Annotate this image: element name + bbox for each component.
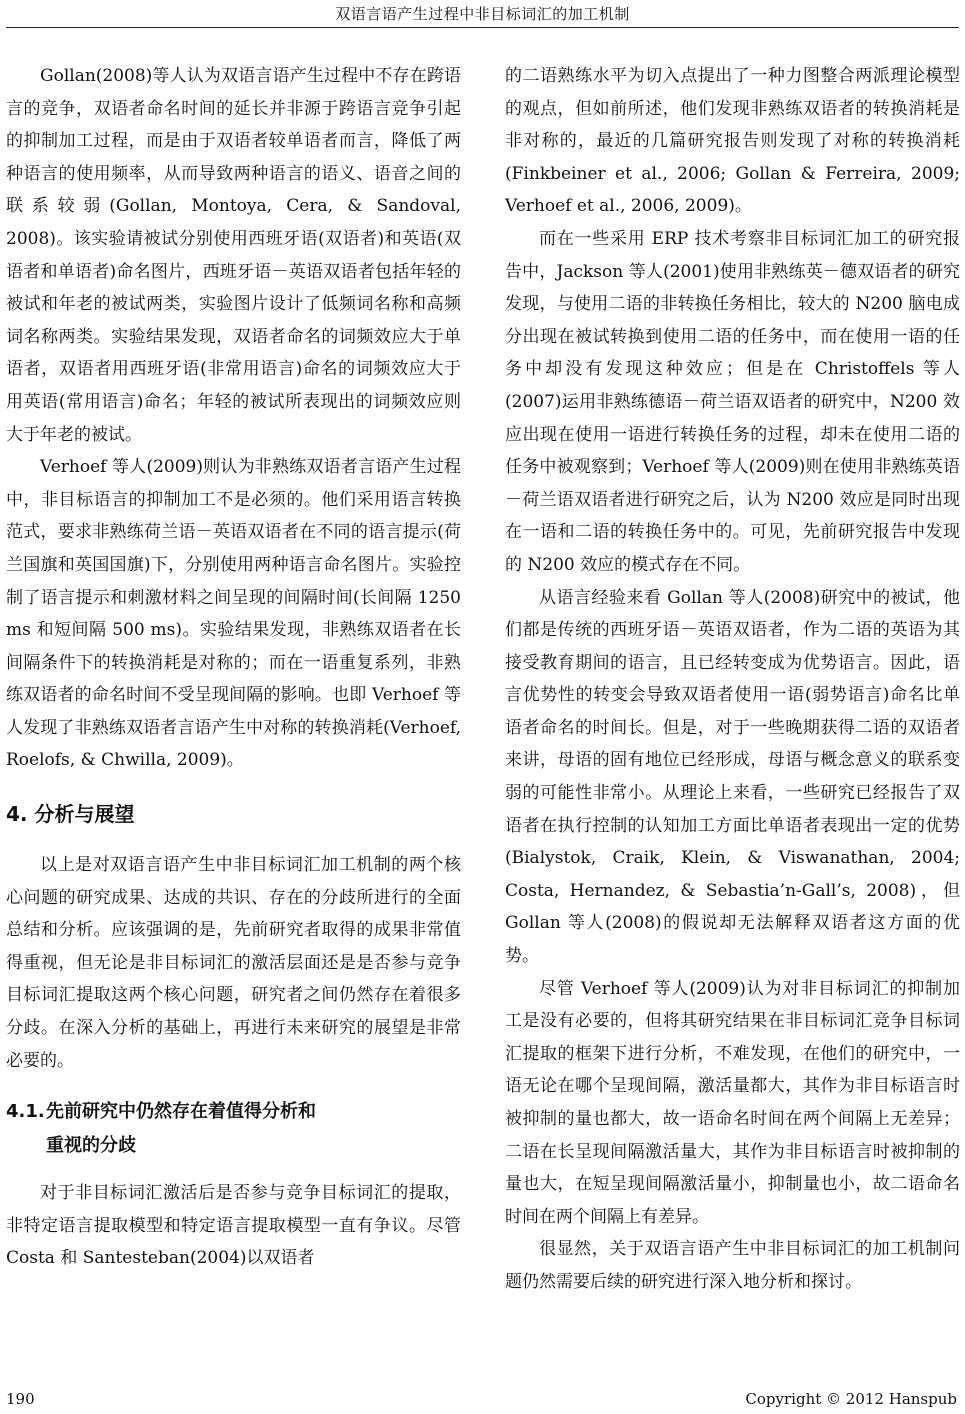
page-number: 190: [6, 1390, 35, 1408]
right-paragraph-inhibition: 尽管 Verhoef 等人(2009)认为对非目标词汇的抑制加工是没有必要的，但将其研究结果在非目标词汇竞争目标词汇提取的框架下进行分析，不难发现，在他们的研究中，一语无论在哪个呈现间隔，激活量都大，其作为非目标语言时被抑制的量也都大，故一语命名时间在两个间隔上无差异；二语在长呈现间隔激活量大，其作为非目标语言时被抑制的量也大，在短呈现间隔激活量小，抑制量也小，故二语命名时间在两个间隔上有差异。: [505, 978, 960, 1227]
left-paragraph-controversy: 对于非目标词汇激活后是否参与竞争目标词汇的提取，非特定语言提取模型和特定语言提取模型一直有争议。尽管 Costa 和 Santesteban(2004)以双语者: [6, 1183, 461, 1269]
running-header: 双语言语产生过程中非目标词汇的加工机制: [335, 5, 630, 23]
left-paragraph-gollan: Gollan(2008)等人认为双语言语产生过程中不存在跨语言的竞争，双语者命名时间的延长并非源于跨语言竞争引起的抑制加工过程，而是由于双语者较单语者而言，降低了两种语言的使用频率，从而导致两种语言的语义、语音之间的联系较弱(Gollan, Montoya, Cera, & Sandoval, 2008)。该实验请被试分别使用西班牙语(双语者)和英语(双语者和单语者)命名图片，西班牙语－英语双语者包括年轻的被试和年老的被试两类，实验图片设计了低频词名称和高频词名称两类。实验结果发现，双语者命名的词频效应大于单语者，双语者用西班牙语(非常用语言)命名的词频效应大于用英语(常用语言)命名；年轻的被试所表现出的词频效应则大于年老的被试。: [6, 66, 461, 445]
left-paragraph-summary: 以上是对双语言语产生中非目标词汇加工机制的两个核心问题的研究成果、达成的共识、存在的分歧所进行的全面总结和分析。应该强调的是，先前研究者取得的成果非常值得重视，但无论是非目标词汇的激活层面还是是否参与竞争目标词汇提取这两个核心问题，研究者之间仍然存在着很多分歧。在深入分析的基础上，再进行未来研究的展望是非常必要的。: [6, 855, 461, 1071]
section-heading: 4. 分析与展望: [6, 802, 135, 827]
right-paragraph-experience: 从语言经验来看 Gollan 等人(2008)研究中的被试，他们都是传统的西班牙语－英语双语者，作为二语的英语为其接受教育期间的语言，且已经转变成为优势语言。因此，语言优势性的转变会导致双语者使用一语(弱势语言)命名比单语者命名的时间长。但是，对于一些晚期获得二语的双语者来讲，母语的固有地位已经形成，母语与概念意义的联系变弱的可能性非常小。从理论上来看，一些研究已经报告了双语者在执行控制的认知加工方面比单语者表现出一定的优势(Bialystok, Craik, Klein, & Viswanathan, 2004; Costa, Hernandez, & Sebastia’n-Gall’s, 2008)，但 Gollan 等人(2008)的假说却无法解释双语者这方面的优势。: [505, 587, 960, 967]
copyright-notice: Copyright © 2012 Hanspub: [745, 1390, 957, 1408]
right-paragraph-conclusion: 很显然，关于双语言语产生中非目标词汇的加工机制问题仍然需要后续的研究进行深入地分析和探讨。: [505, 1239, 960, 1292]
subsection-heading: [6, 1095, 461, 1163]
right-column: [505, 60, 960, 1299]
subsection-number: 4.1.: [6, 1101, 45, 1123]
left-paragraph-verhoef: Verhoef 等人(2009)则认为非熟练双语者言语产生过程中，非目标语言的抑制加工不是必须的。他们采用语言转换范式，要求非熟练荷兰语－英语双语者在不同的语言提示(荷兰国旗和英国国旗)下，分别使用两种语言命名图片。实验控制了语言提示和刺激材料之间呈现的间隔时间(长间隔 1250 ms 和短间隔 500 ms)。实验结果发现，非熟练双语者在长间隔条件下的转换消耗是对称的；而在一语重复系列，非熟练双语者的命名时间不受呈现间隔的影响。也即 Verhoef 等人发现了非熟练双语者言语产生中对称的转换消耗(Verhoef, Roelofs, & Chwilla, 2009)。: [6, 457, 461, 771]
subsection-title-line2: 重视的分歧: [46, 1135, 136, 1157]
right-paragraph-erp: 而在一些采用 ERP 技术考察非目标词汇加工的研究报告中，Jackson 等人(2001)使用非熟练英－德双语者的研究发现，与使用二语的非转换任务相比，较大的 N200 脑电成分出现在被试转换到使用二语的任务中，而在使用一语的任务中却没有发现这种效应；但是在 Christoffels 等人(2007)运用非熟练德语－荷兰语双语者的研究中，N200 效应出现在使用一语进行转换任务的过程，却未在使用二语的任务中被观察到；Verhoef 等人(2009)则在使用非熟练英语－荷兰语双语者进行研究之后，认为 N200 效应是同时出现在一语和二语的转换任务中的。可见，先前研究报告中发现的 N200 效应的模式存在不同。: [505, 228, 960, 575]
left-column: [6, 60, 461, 1275]
header-rule: [6, 27, 959, 28]
right-paragraph-continuation: 的二语熟练水平为切入点提出了一种力图整合两派理论模型的观点，但如前所述，他们发现非熟练双语者的转换消耗是非对称的，最近的几篇研究报告则发现了对称的转换消耗(Finkbeiner et al., 2006; Gollan & Ferreira, 2009; Verhoef et al., 2006, 2009)。: [505, 66, 960, 217]
subsection-title-line1: 先前研究中仍然存在着值得分析和: [46, 1101, 316, 1123]
